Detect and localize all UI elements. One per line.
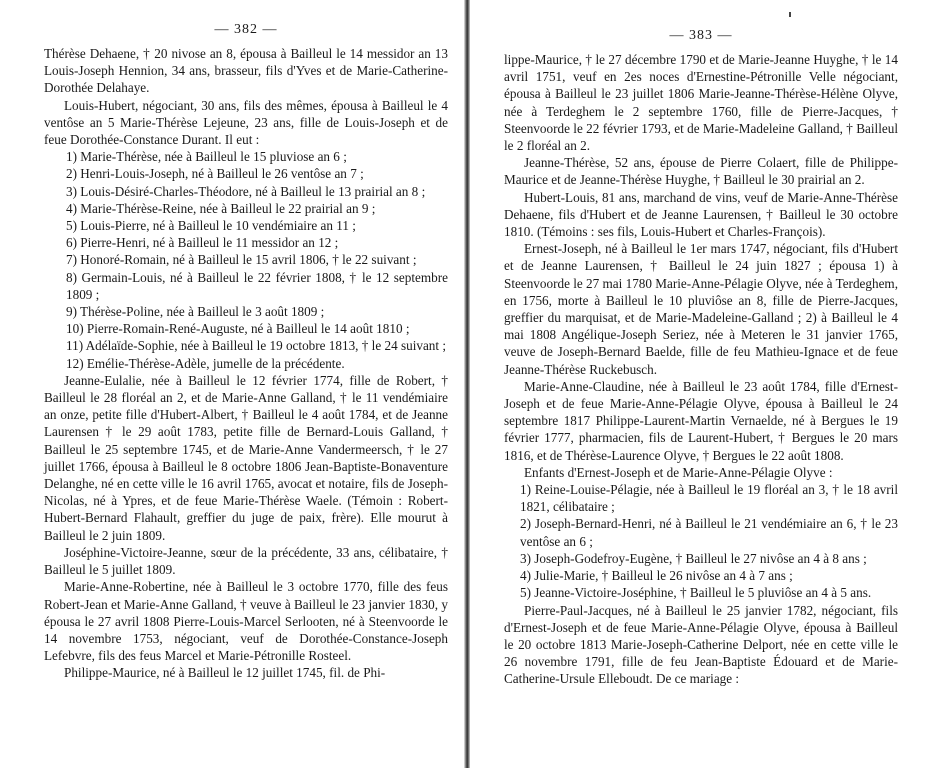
list-item: 7) Honoré-Romain, né à Bailleul le 15 avril 1806, † le 22 suivant ;: [66, 252, 417, 268]
list-item: 1) Reine-Louise-Pélagie, née à Bailleul le 19 floréal an 3, † le 18 avril 1821, célibataire ;: [520, 482, 898, 515]
list-item: 2) Joseph-Bernard-Henri, né à Bailleul le 21 vendémiaire an 6, † le 23 ventôse an 6 ;: [520, 516, 898, 549]
list-item: 3) Louis-Désiré-Charles-Théodore, né à Bailleul le 13 prairial an 8 ;: [66, 183, 426, 199]
paragraph: Joséphine-Victoire-Jeanne, sœur de la précédente, 33 ans, célibataire, † Bailleul le 5 juillet 1809.: [44, 544, 448, 578]
paragraph: Jeanne-Eulalie, née à Bailleul le 12 février 1774, fille de Robert, † Bailleul le 28 floréal an 2, et de Marie-Anne Galland, † le 11 vendémiaire an onze, petite fille d'Hubert-Albert, † Bailleul le 4 août 1784, et de Jeanne Laurensen † le 29 août 1783, petite fille de Bernard-Louis Galland, † Bailleul le 25 septembre 1745, et de Marie-Anne Vandermeersch, † le 27 juillet 1766, épousa à Bailleul le 8 octobre 1806 Jean-Baptiste-Bonaventure Delanghe, né en cette ville le 16 avril 1765, avocat et notaire, fils de Joseph-Nicolas, né à Ypres, et de feue Marie-Thérèse Waele. (Témoin : Robert-Hubert-Bernard Flahault, greffier du juge de paix, frère). Elle mourut à Bailleul le 2 juin 1809.: [44, 372, 448, 543]
list-item: 1) Marie-Thérèse, née à Bailleul le 15 pluviose an 6 ;: [66, 149, 347, 165]
right-page-text: [504, 51, 898, 688]
paragraph: Enfants d'Ernest-Joseph et de Marie-Anne-Pélagie Olyve :: [524, 464, 833, 480]
page-number-left: — 382 —: [214, 22, 278, 37]
list-item: 2) Henri-Louis-Joseph, né à Bailleul le 26 ventôse an 7 ;: [66, 166, 364, 182]
page-number-right: — 383 —: [669, 28, 733, 43]
paragraph: Marie-Anne-Robertine, née à Bailleul le 3 octobre 1770, fille des feus Robert-Jean et Marie-Anne Galland, † veuve à Bailleul le 23 janvier 1830, y épousa le 27 avril 1808 Pierre-Louis-Marcel Serlooten, né à Steenvoorde le 14 novembre 1753, négociant, veuf de Dorothée-Constance-Joseph Lefebvre, fils des feus Marcel et Marie-Pétronille Rosteel.: [44, 579, 448, 664]
list-item: 5) Jeanne-Victoire-Joséphine, † Bailleul le 5 pluviôse an 4 à 5 ans.: [520, 585, 872, 601]
list-item: 12) Emélie-Thérèse-Adèle, jumelle de la précédente.: [66, 355, 345, 371]
paragraph: Pierre-Paul-Jacques, né à Bailleul le 25 janvier 1782, négociant, fils d'Ernest-Joseph et de feue Marie-Anne-Pélagie Olyve, épousa à Bailleul le 20 octobre 1813 Marie-Joseph-Catherine Delport, née en cette ville le 26 novembre 1791, fille de feu Jean-Baptiste Édouard et de Marie-Catherine-Ursule Elleboudt. De ce mariage :: [504, 602, 898, 687]
list-item: 4) Marie-Thérèse-Reine, née à Bailleul le 22 prairial an 9 ;: [66, 200, 376, 216]
list-item: 3) Joseph-Godefroy-Eugène, † Bailleul le 27 nivôse an 4 à 8 ans ;: [520, 550, 867, 566]
list-item: 5) Louis-Pierre, né à Bailleul le 10 vendémiaire an 11 ;: [66, 218, 356, 234]
paragraph: Ernest-Joseph, né à Bailleul le 1er mars 1747, négociant, fils d'Hubert et de Jeanne Laurensen, † Bailleul le 24 juin 1827 ; épousa 1) à Steenvoorde le 27 mai 1780 Marie-Anne-Pélagie Olyve, née à Terdeghem, en 1756, morte à Bailleul le 10 pluviôse an 8, fille de Pierre-Jacques, greffier du marquisat, et de Marie-Madeleine-Galland ; 2) à Bailleul le 4 mai 1808 Angélique-Joseph Seriez, née à Meteren le 31 janvier 1765, veuve de Joseph-Bernard Baelde, fille de feu Mathieu-Ignace et de feue Jeanne-Thérèse Ruckebusch.: [504, 241, 898, 377]
paragraph: Marie-Anne-Claudine, née à Bailleul le 23 août 1784, fille d'Ernest-Joseph et de feue Marie-Anne-Pélagie Olyve, épousa à Bailleul le 24 septembre 1817 Philippe-Laurent-Martin Vernaelde, né à Bergues le 19 février 1777, pharmacien, fils de Laurent-Hubert, † Bergues le 20 mars 1816, et de Thérèse-Laurence Olyve, † Bergues le 22 août 1808.: [504, 378, 898, 463]
list-item: 8) Germain-Louis, né à Bailleul le 22 février 1808, † le 12 septembre 1809 ;: [66, 269, 448, 302]
list-item: 9) Thérèse-Poline, née à Bailleul le 3 août 1809 ;: [66, 304, 325, 320]
list-item: 6) Pierre-Henri, né à Bailleul le 11 messidor an 12 ;: [66, 235, 339, 251]
list-item: 10) Pierre-Romain-René-Auguste, né à Bailleul le 14 août 1810 ;: [66, 321, 410, 337]
paragraph: Jeanne-Thérèse, 52 ans, épouse de Pierre Colaert, fille de Philippe-Maurice et de Jeanne-Thérèse Huyghe, † Bailleul le 30 prairial an 2.: [504, 155, 898, 188]
left-page-text: [44, 45, 448, 682]
list-item: 4) Julie-Marie, † Bailleul le 26 nivôse an 4 à 7 ans ;: [520, 568, 793, 584]
paragraph: Philippe-Maurice, né à Bailleul le 12 juillet 1745, fil. de Phi-: [64, 665, 386, 681]
right-page: [470, 0, 934, 768]
paragraph: Louis-Hubert, négociant, 30 ans, fils des mêmes, épousa à Bailleul le 4 ventôse an 5 Marie-Thérèse Lejeune, 23 ans, fille de Louis-Joseph et de feue Dorothée-Constance Durant. Il eut :: [44, 97, 448, 148]
print-speck: [789, 12, 791, 17]
paragraph: lippe-Maurice, † le 27 décembre 1790 et de Marie-Jeanne Huyghe, † le 14 avril 1751, veuf en 2es noces d'Ernestine-Pétronille Velle négociant, épousa à Bailleul le 23 juillet 1806 Marie-Jeanne-Thérèse-Hélène Olyve, née à Terdeghem le 2 septembre 1760, fille de Pierre-Jacques, † Steenvoorde le 22 février 1793, et de Marie-Madeleine Galland, † Bailleul le 2 floréal an 2.: [504, 52, 898, 154]
paragraph: Hubert-Louis, 81 ans, marchand de vins, veuf de Marie-Anne-Thérèse Dehaene, fils d'Hubert et de Jeanne Laurensen, † Bailleul le 30 octobre 1810. (Témoins : ses fils, Louis-Hubert et Charles-François).: [504, 189, 898, 240]
list-item: 11) Adélaïde-Sophie, née à Bailleul le 19 octobre 1813, † le 24 suivant ;: [66, 338, 447, 354]
paragraph: Thérèse Dehaene, † 20 nivose an 8, épousa à Bailleul le 14 messidor an 13 Louis-Joseph Hennion, 34 ans, brasseur, fils d'Yves et de Marie-Catherine-Dorothée Delahaye.: [44, 46, 448, 96]
left-page: [0, 0, 466, 768]
